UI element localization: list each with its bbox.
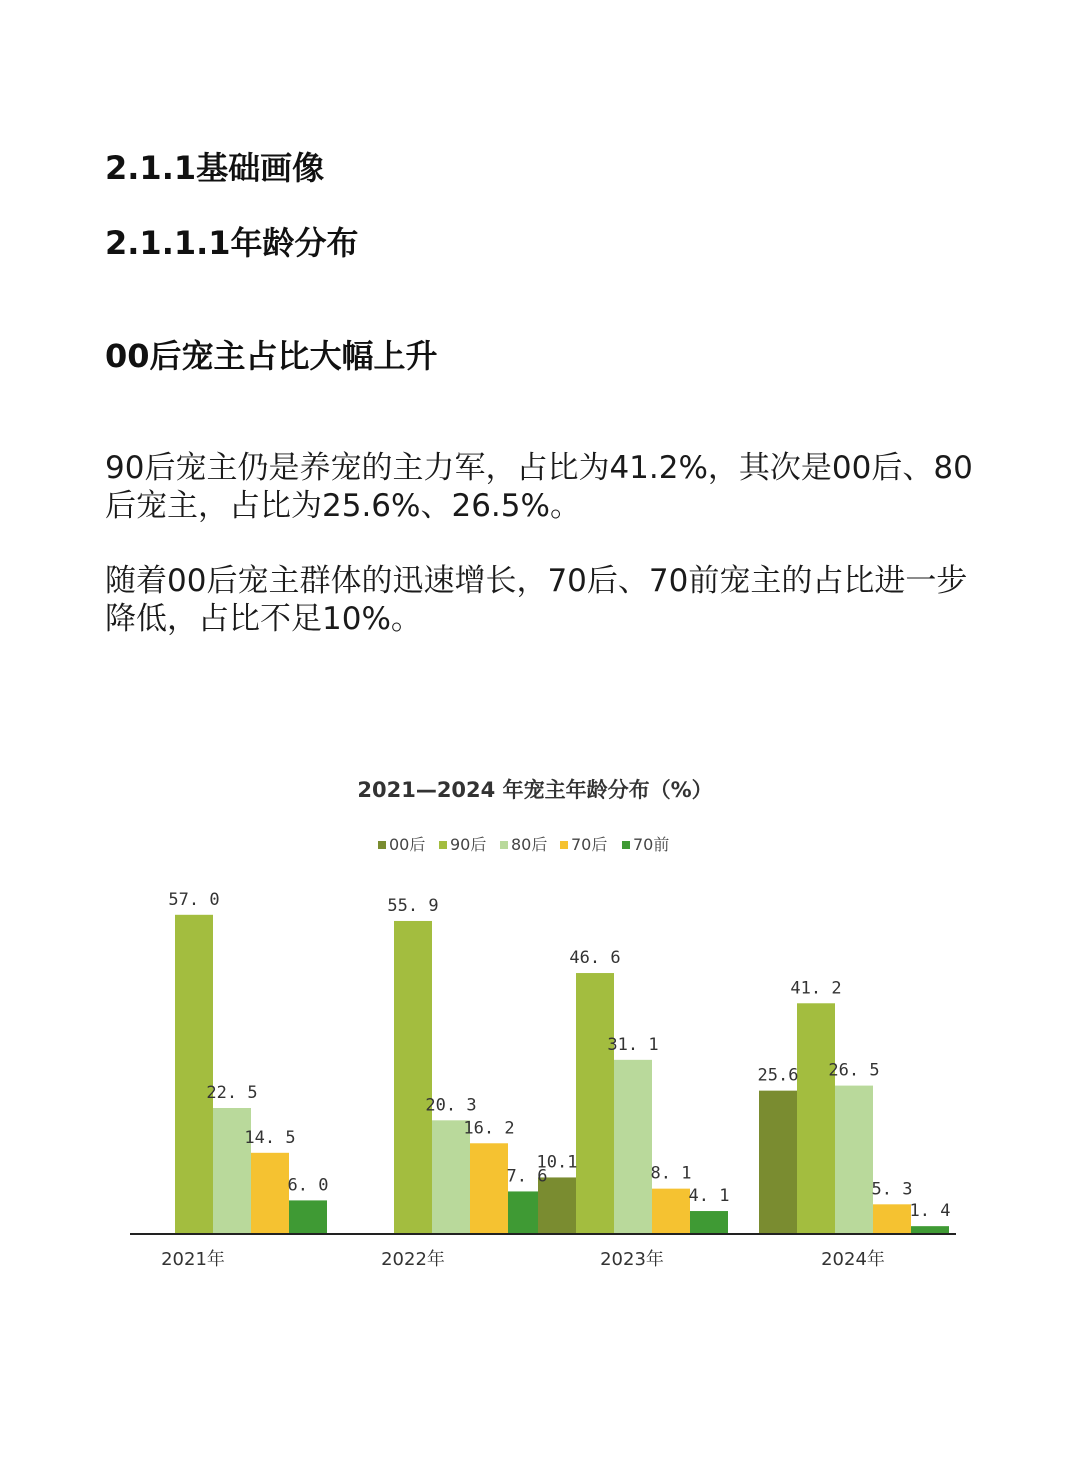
value-label-2-2: 55. 9 [387, 895, 439, 916]
bar-3-5 [690, 1211, 728, 1234]
x-tick-2: 2022年 [381, 1249, 445, 1270]
value-label-3-1: 10.1 [536, 1152, 578, 1173]
legend-swatch-2 [439, 841, 447, 849]
legend-swatch-4 [560, 841, 568, 849]
legend-label-3: 80后 [511, 835, 548, 854]
x-tick-4: 2024年 [821, 1249, 885, 1270]
value-label-4-4: 5. 3 [871, 1179, 913, 1200]
highlight-heading: 00后宠主占比大幅上升 [105, 337, 438, 375]
bar-2-2 [394, 921, 432, 1234]
legend-label-4: 70后 [571, 835, 608, 854]
legend-swatch-1 [378, 841, 386, 849]
value-label-3-4: 8. 1 [650, 1163, 692, 1184]
bar-3-3 [614, 1060, 652, 1234]
subsection-heading: 2.1.1.1年龄分布 [105, 224, 359, 262]
x-axis-tick-labels [161, 1248, 885, 1270]
age-distribution-chart [0, 760, 1080, 1300]
bar-1-5 [289, 1200, 327, 1234]
bar-4-3 [835, 1086, 873, 1234]
bar-2-4 [470, 1143, 508, 1234]
bar-4-4 [873, 1204, 911, 1234]
x-tick-1: 2021年 [161, 1249, 225, 1270]
value-label-1-2: 57. 0 [168, 889, 220, 910]
bar-4-5 [911, 1226, 949, 1234]
value-label-3-3: 31. 1 [607, 1034, 659, 1055]
bar-1-2 [175, 915, 213, 1234]
bar-1-4 [251, 1153, 289, 1234]
paragraph-decline: 随着00后宠主群体的迅速增长，70后、70前宠主的占比进一步降低，占比不足10%。 [105, 563, 968, 637]
value-label-3-2: 46. 6 [569, 948, 621, 969]
bar-4-2 [797, 1003, 835, 1234]
legend-swatch-3 [500, 841, 508, 849]
chart-legend [378, 835, 669, 854]
value-label-4-3: 26. 5 [828, 1060, 880, 1081]
bar-4-1 [759, 1091, 797, 1234]
value-label-1-5: 6. 0 [287, 1175, 329, 1196]
value-label-1-4: 14. 5 [244, 1127, 296, 1148]
value-label-4-2: 41. 2 [790, 978, 842, 999]
bar-3-4 [652, 1189, 690, 1234]
legend-label-2: 90后 [450, 835, 487, 854]
value-label-2-3: 20. 3 [425, 1095, 477, 1116]
legend-swatch-5 [622, 841, 630, 849]
value-label-3-5: 4. 1 [688, 1186, 730, 1207]
legend-label-5: 70前 [633, 835, 670, 854]
section-heading: 2.1.1基础画像 [105, 149, 325, 187]
value-label-2-4: 16. 2 [463, 1118, 515, 1139]
legend-label-1: 00后 [389, 835, 426, 854]
value-label-4-5: 1. 4 [909, 1201, 951, 1222]
value-label-2-5: 7. 6 [506, 1166, 548, 1187]
value-label-1-3: 22. 5 [206, 1083, 258, 1103]
x-tick-3: 2023年 [600, 1249, 664, 1270]
chart-title: 2021—2024 年宠主年龄分布（%） [357, 778, 713, 802]
paragraph-main-owners: 90后宠主仍是养宠的主力军，占比为41.2%，其次是00后、80后宠主，占比为25.6%、26.5%。 [105, 450, 973, 524]
value-label-4-1: 25.6 [757, 1065, 799, 1086]
bar-3-2 [576, 973, 614, 1234]
